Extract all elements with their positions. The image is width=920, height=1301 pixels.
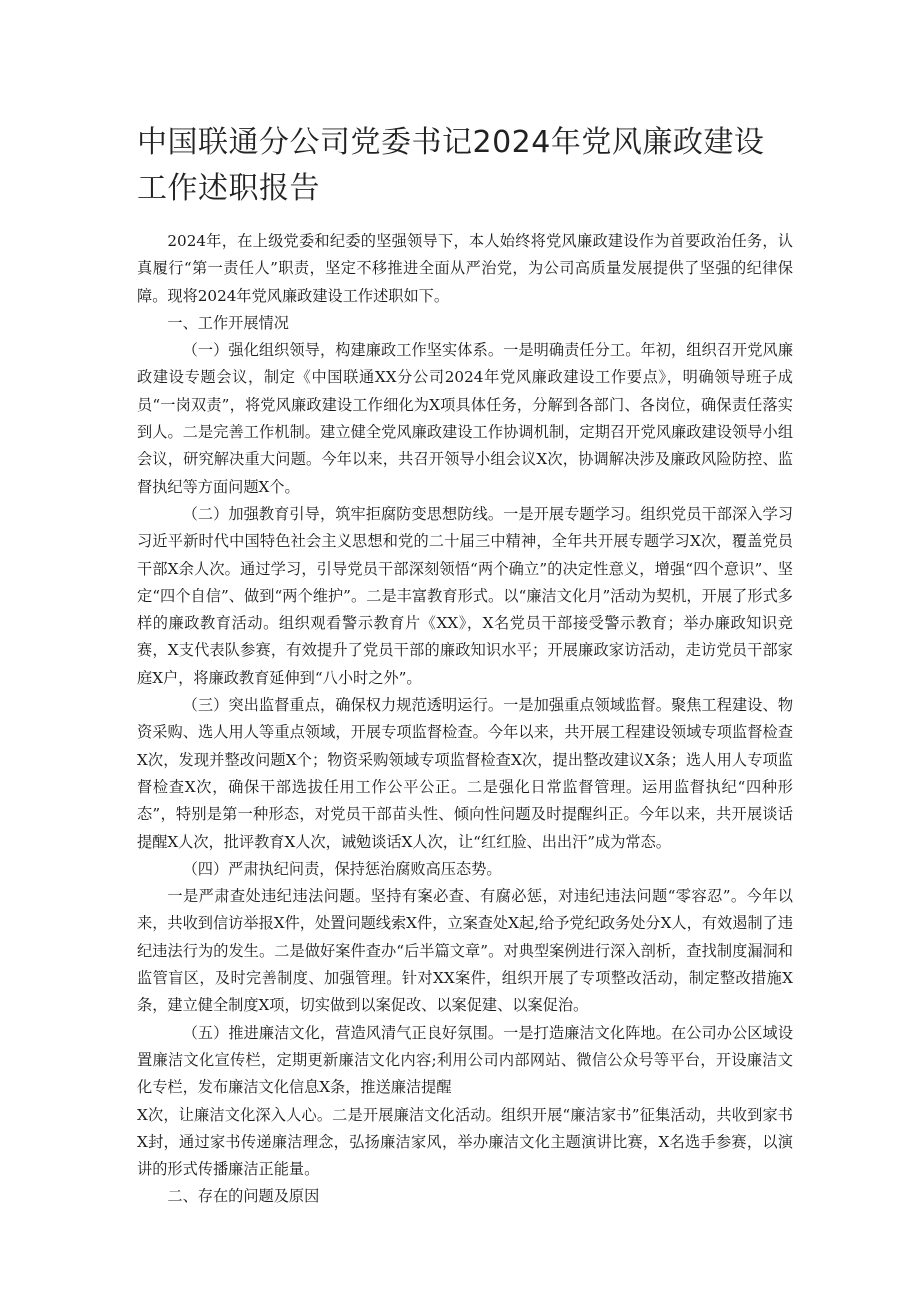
document-title: 中国联通分公司党委书记2024年党风廉政建设工作述职报告 — [137, 125, 765, 206]
subsection-5-continuation: X次，让廉洁文化深入人心。二是开展廉洁文化活动。组织开展“廉洁家书”征集活动，共收到家书X封，通过家书传递廉洁理念，弘扬廉洁家风，举办廉洁文化主题演讲比赛，X名选手参赛，以演讲的形式传播廉洁正能量。 — [137, 1105, 793, 1179]
subsection-2-paragraph: （二）加强教育引导，筑牢拒腐防变思想防线。一是开展专题学习。组织党员干部深入学习习近平新时代中国特色社会主义思想和党的二十届三中精神，全年共开展专题学习X次，覆盖党员干部X余人次。通过学习，引导党员干部深刻领悟“两个确立”的决定性意义，增强“四个意识”、坚定“四个自信”、做到“两个维护”。二是丰富教育形式。以“廉洁文化月”活动为契机，开展了形式多样的廉政教育活动。组织观看警示教育片《XX》，X名党员干部接受警示教育；举办廉政知识竞赛，X支代表队参赛，有效提升了党员干部的廉政知识水平；开展廉政家访活动，走访党员干部家庭X户，将廉政教育延伸到“八小时之外”。 — [137, 504, 793, 687]
section-heading-2: 二、存在的问题及原因 — [167, 1187, 320, 1206]
intro-paragraph: 2024年，在上级党委和纪委的坚强领导下，本人始终将党风廉政建设作为首要政治任务，认真履行“第一责任人”职责，坚定不移推进全面从严治党，为公司高质量发展提供了坚强的纪律保障。现将2024年党风廉政建设工作述职如下。 — [137, 232, 793, 305]
subsection-5-paragraph: （五）推进廉洁文化，营造风清气正良好氛围。一是打造廉洁文化阵地。在公司办公区域设置廉洁文化宣传栏，定期更新廉洁文化内容;利用公司内部网站、微信公众号等平台，开设廉洁文化专栏，发布廉洁文化信息X条，推送廉洁提醒 — [137, 1023, 793, 1097]
document-body — [137, 228, 793, 1211]
subsection-3-paragraph: （三）突出监督重点，确保权力规范透明运行。一是加强重点领域监督。聚焦工程建设、物资采购、选人用人等重点领域，开展专项监督检查。今年以来，共开展工程建设领域专项监督检查X次，发现并整改问题X个；物资采购领域专项监督检查X次，提出整改建议X条；选人用人专项监督检查X次，确保干部选拔任用工作公平公正。二是强化日常监督管理。运用监督执纪“四种形态”，特别是第一种形态，对党员干部苗头性、倾向性问题及时提醒纠正。今年以来，共开展谈话提醒X人次，批评教育X人次，诫勉谈话X人次，让“红红脸、出出汗”成为常态。 — [137, 696, 793, 851]
subsection-4-heading: （四）严肃执纪问责，保持惩治腐败高压态势。 — [182, 859, 502, 878]
subsection-4-paragraph: 一是严肃查处违纪违法问题。坚持有案必查、有腐必惩，对违纪违法问题“零容忍”。今年以来，共收到信访举报X件，处置问题线索X件，立案查处X起,给予党纪政务处分X人，有效遏制了违纪违法行为的发生。二是做好案件查办“后半篇文章”。对典型案例进行深入剖析，查找制度漏洞和监管盲区，及时完善制度、加强管理。针对XX案件，组织开展了专项整改活动，制定整改措施X条，建立健全制度X项，切实做到以案促改、以案促建、以案促治。 — [137, 887, 793, 1015]
subsection-1-paragraph: （一）强化组织领导，构建廉政工作坚实体系。一是明确责任分工。年初，组织召开党风廉政建设专题会议，制定《中国联通XX分公司2024年党风廉政建设工作要点》，明确领导班子成员“一岗双责”，将党风廉政建设工作细化为X项具体任务，分解到各部门、各岗位，确保责任落实到人。二是完善工作机制。建立健全党风廉政建设工作协调机制，定期召开党风廉政建设领导小组会议，研究解决重大问题。今年以来，共召开领导小组会议X次，协调解决涉及廉政风险防控、监督执纪等方面问题X个。 — [137, 341, 793, 496]
section-heading-1: 一、工作开展情况 — [167, 313, 289, 332]
